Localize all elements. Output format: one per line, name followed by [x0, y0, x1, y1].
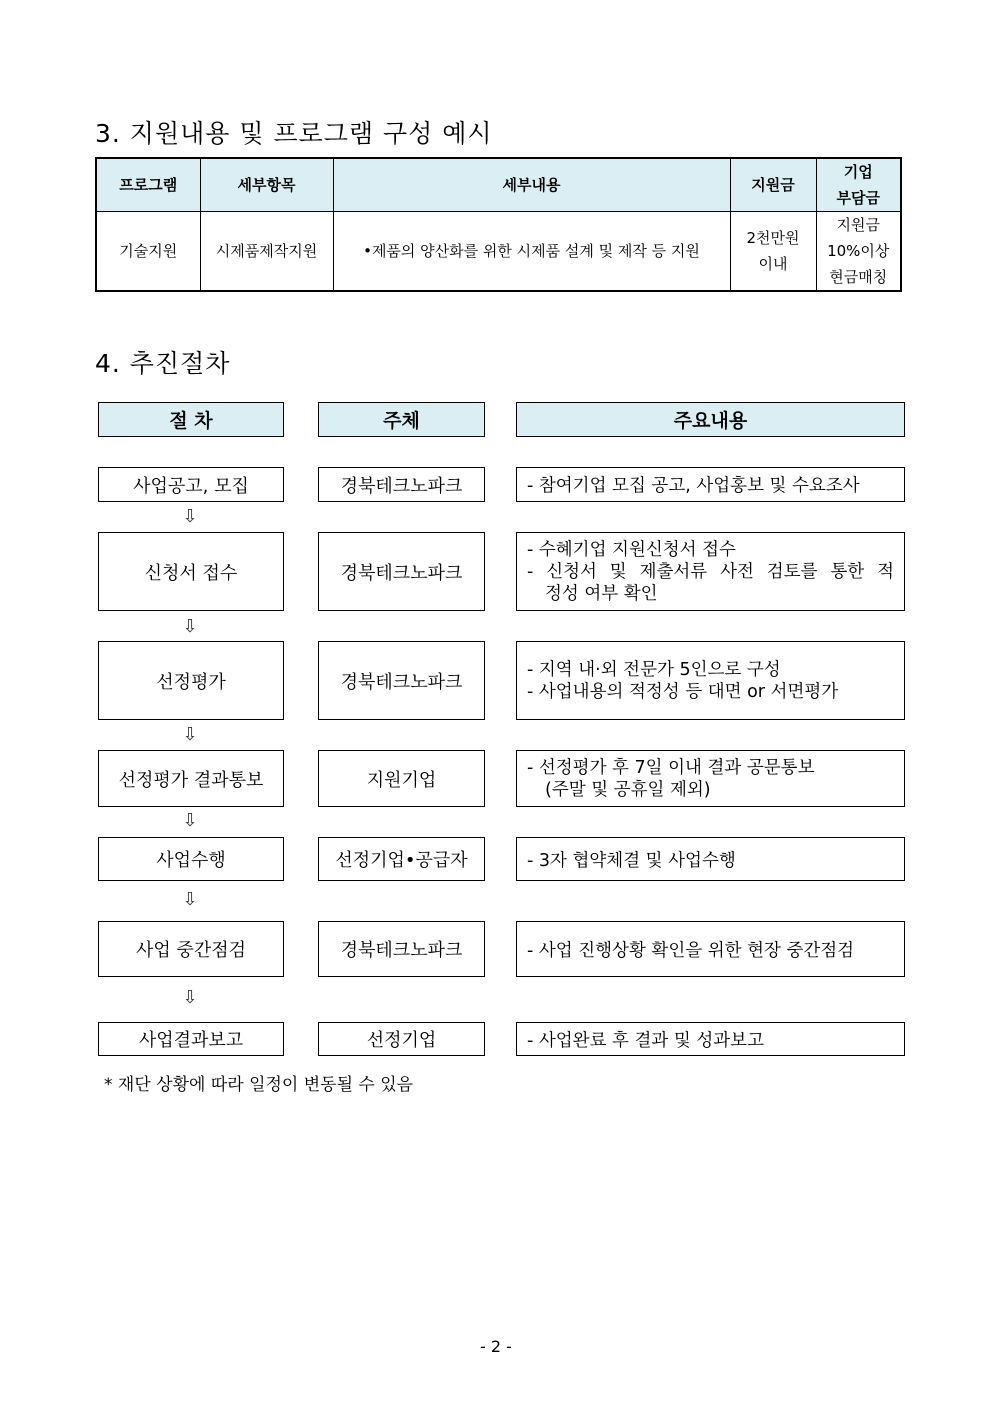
- table-header-row: [96, 158, 901, 212]
- section4-title: 4. 추진절차: [95, 349, 231, 378]
- subject-7: 선정기업: [318, 1022, 485, 1056]
- header-subject: 주체: [318, 402, 485, 437]
- content-7: - 사업완료 후 결과 및 성과보고: [516, 1022, 905, 1056]
- subject-2: 경북테크노파크: [318, 532, 485, 611]
- cell-item: 시제품제작지원: [200, 212, 333, 292]
- header-share: 기업 부담금: [816, 158, 901, 212]
- step-5: 사업수행: [98, 837, 284, 881]
- header-item: 세부항목: [200, 158, 333, 212]
- cell-detail: •제품의 양산화를 위한 시제품 설계 및 제작 등 지원: [333, 212, 730, 292]
- cell-support: 2천만원 이내: [730, 212, 816, 292]
- section3-title: 3. 지원내용 및 프로그램 구성 예시: [95, 119, 493, 148]
- content-4: - 선정평가 후 7일 이내 결과 공문통보 (주말 및 공휴일 제외): [516, 750, 905, 807]
- down-arrow-icon: ⇩: [182, 889, 198, 910]
- down-arrow-icon: ⇩: [182, 987, 198, 1008]
- down-arrow-icon: ⇩: [182, 616, 198, 637]
- subject-4: 지원기업: [318, 750, 485, 807]
- page-number: - 2 -: [480, 1337, 512, 1356]
- down-arrow-icon: ⇩: [182, 506, 198, 527]
- header-content: 주요내용: [516, 402, 905, 437]
- table-row: [96, 212, 901, 292]
- step-2: 신청서 접수: [98, 532, 284, 611]
- content-1: - 참여기업 모집 공고, 사업홍보 및 수요조사: [516, 467, 905, 502]
- content-6: - 사업 진행상황 확인을 위한 현장 중간점검: [516, 921, 905, 977]
- cell-program: 기술지원: [96, 212, 200, 292]
- header-support: 지원금: [730, 158, 816, 212]
- header-detail: 세부내용: [333, 158, 730, 212]
- content-2: - 수혜기업 지원신청서 접수 - 신청서 및 제출서류 사전 검토를 통한 적 정성 여부 확인: [516, 532, 905, 611]
- step-1: 사업공고, 모집: [98, 467, 284, 502]
- step-3: 선정평가: [98, 641, 284, 720]
- subject-6: 경북테크노파크: [318, 921, 485, 977]
- step-4: 선정평가 결과통보: [98, 750, 284, 807]
- header-program: 프로그램: [96, 158, 200, 212]
- down-arrow-icon: ⇩: [182, 724, 198, 745]
- content-5: - 3자 협약체결 및 사업수행: [516, 837, 905, 881]
- schedule-note: * 재단 상황에 따라 일정이 변동될 수 있음: [104, 1075, 414, 1095]
- step-7: 사업결과보고: [98, 1022, 284, 1056]
- subject-5: 선정기업•공급자: [318, 837, 485, 881]
- subject-3: 경북테크노파크: [318, 641, 485, 720]
- cell-share: 지원금 10%이상 현금매칭: [816, 212, 901, 292]
- header-step: 절 차: [98, 402, 284, 437]
- step-6: 사업 중간점검: [98, 921, 284, 977]
- support-table: [95, 157, 902, 292]
- content-3: - 지역 내·외 전문가 5인으로 구성 - 사업내용의 적정성 등 대면 or 서면평가: [516, 641, 905, 720]
- subject-1: 경북테크노파크: [318, 467, 485, 502]
- down-arrow-icon: ⇩: [182, 810, 198, 831]
